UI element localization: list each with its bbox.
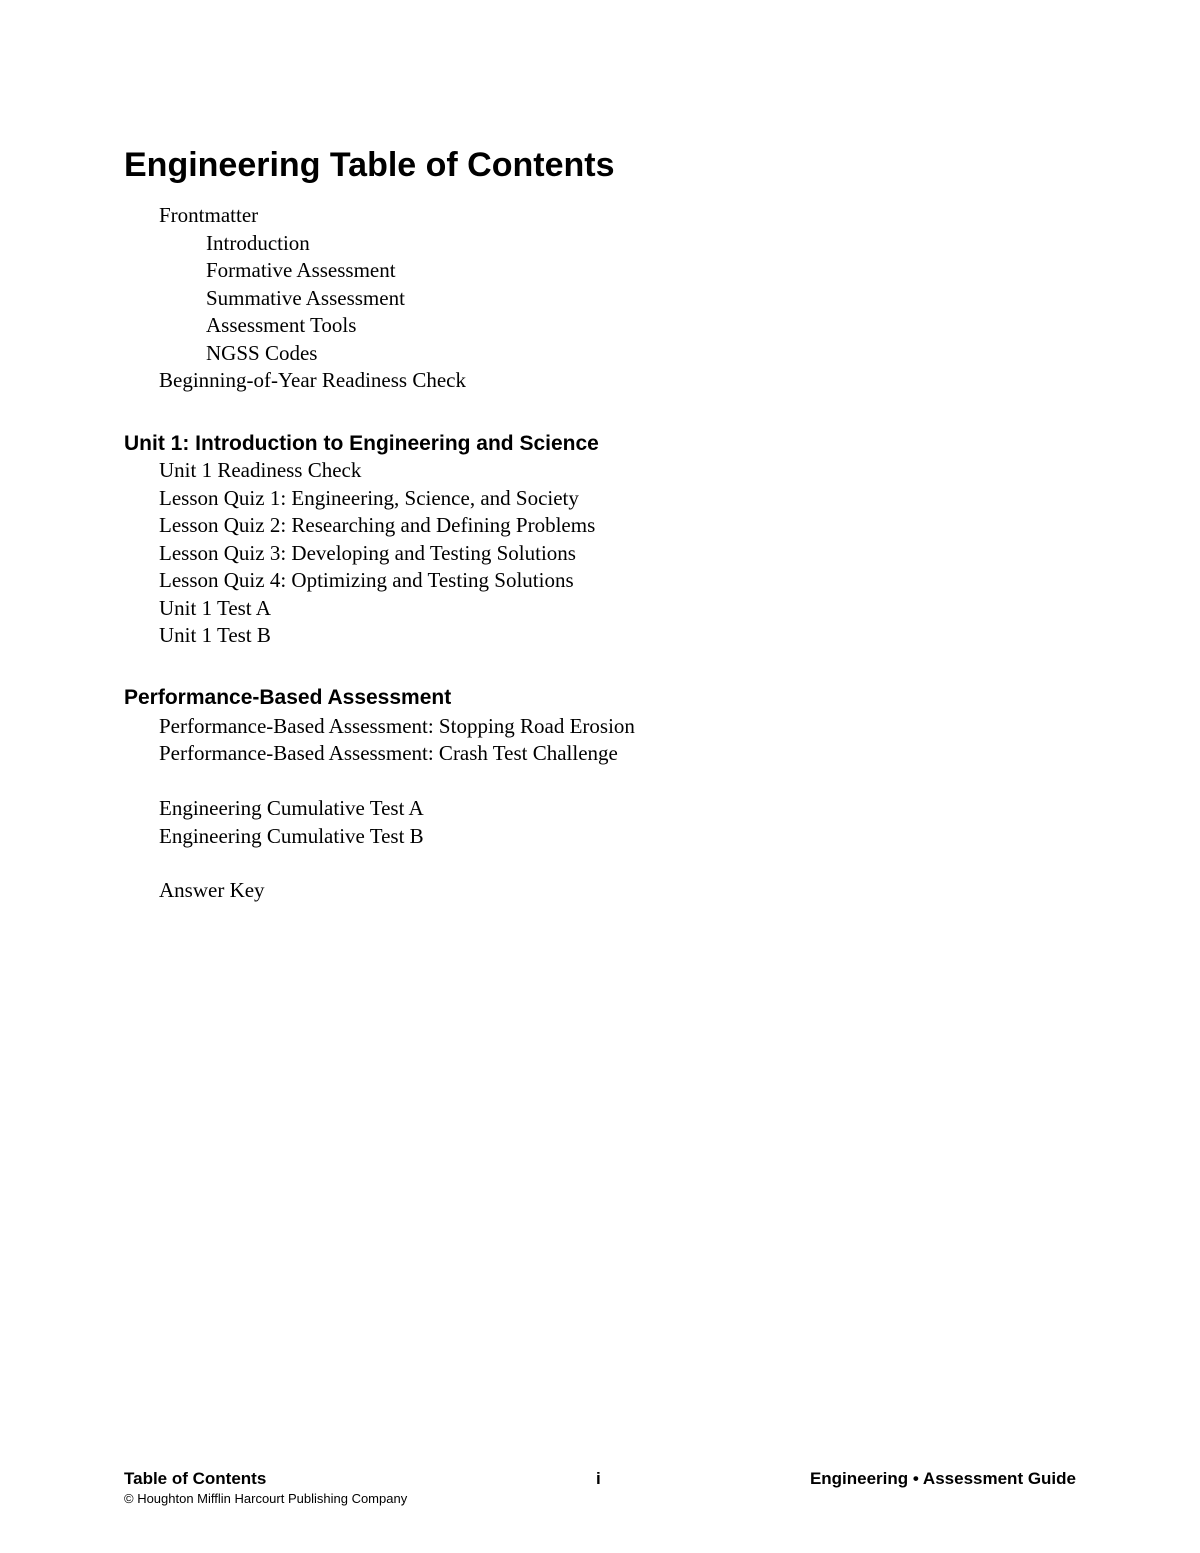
toc-item-lesson-quiz-3: Lesson Quiz 3: Developing and Testing Solutions bbox=[159, 541, 576, 565]
toc-item-ngss-codes: NGSS Codes bbox=[206, 341, 318, 365]
toc-item-cumulative-test-b: Engineering Cumulative Test B bbox=[159, 824, 424, 848]
toc-item-assessment-tools: Assessment Tools bbox=[206, 313, 357, 337]
footer-copyright: © Houghton Mifflin Harcourt Publishing Company bbox=[124, 1491, 408, 1506]
toc-item-answer-key: Answer Key bbox=[159, 878, 265, 902]
toc-item-pba-stopping-road-erosion: Performance-Based Assessment: Stopping Road Erosion bbox=[159, 714, 635, 738]
toc-item-beginning-readiness-check: Beginning-of-Year Readiness Check bbox=[159, 368, 466, 392]
toc-item-lesson-quiz-4: Lesson Quiz 4: Optimizing and Testing Solutions bbox=[159, 568, 574, 592]
toc-item-pba-crash-test-challenge: Performance-Based Assessment: Crash Test Challenge bbox=[159, 741, 618, 765]
page-title: Engineering Table of Contents bbox=[124, 146, 615, 184]
toc-item-summative-assessment: Summative Assessment bbox=[206, 286, 405, 310]
toc-item-unit-1-test-a: Unit 1 Test A bbox=[159, 596, 271, 620]
toc-item-introduction: Introduction bbox=[206, 231, 310, 255]
toc-item-unit-1-test-b: Unit 1 Test B bbox=[159, 623, 271, 647]
toc-item-unit-1-readiness-check: Unit 1 Readiness Check bbox=[159, 458, 362, 482]
section-heading-unit-1: Unit 1: Introduction to Engineering and Science bbox=[124, 432, 599, 455]
footer-section-title: Table of Contents bbox=[124, 1469, 267, 1488]
toc-item-formative-assessment: Formative Assessment bbox=[206, 258, 396, 282]
footer-page-number: i bbox=[596, 1469, 601, 1488]
section-heading-performance-based-assessment: Performance-Based Assessment bbox=[124, 686, 452, 709]
toc-item-lesson-quiz-2: Lesson Quiz 2: Researching and Defining Problems bbox=[159, 513, 596, 537]
footer-book-title: Engineering • Assessment Guide bbox=[809, 1469, 1076, 1488]
toc-item-cumulative-test-a: Engineering Cumulative Test A bbox=[159, 796, 424, 820]
toc-item-frontmatter: Frontmatter bbox=[159, 203, 259, 227]
toc-item-lesson-quiz-1: Lesson Quiz 1: Engineering, Science, and Society bbox=[159, 486, 579, 510]
